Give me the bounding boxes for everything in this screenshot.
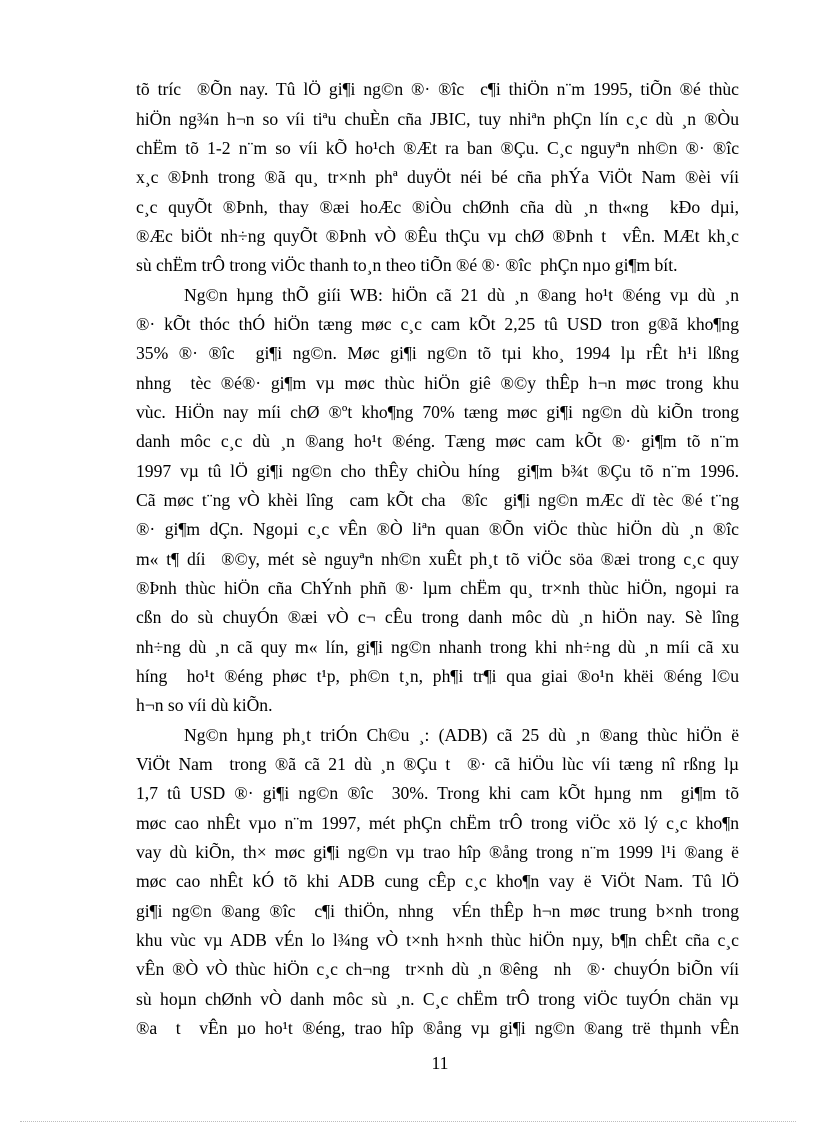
text-line: 1,7 tû USD ®· gi¶i ng©n ®îc 30%. Trong khi cam kÕt hµng nm gi¶m tõ: [136, 783, 739, 803]
text-line: ®Æc biÖt nh÷ng quyÕt ®Þnh vÒ ®Êu thÇu vµ chØ ®Þnh t vÊn. MÆt kh¸c: [136, 226, 739, 246]
text-line: ®Þnh thùc hiÖn cña ChÝnh phñ ®· lµm chËm qu¸ tr×nh thùc hiÖn, ngoµi ra: [136, 578, 739, 598]
page-bottom-divider: [20, 1121, 796, 1122]
text-line: c¸c quyÕt ®Þnh, thay ®æi hoÆc ®iÒu chØnh cña dù ¸n th«ng kÐo dµi,: [136, 197, 739, 217]
page-number: 11: [431, 1053, 449, 1073]
text-line: vay dù kiÕn, th× møc gi¶i ng©n vµ trao hîp ®ång trong n¨m 1999 l¹i ®ang ë: [136, 842, 739, 862]
text-line: x¸c ®Þnh trong ®ã qu¸ tr×nh phª duyÖt néi bé cña phÝa ViÖt Nam ®èi víi: [136, 167, 739, 187]
text-line: híng ho¹t ®éng phøc t¹p, ph©n t¸n, ph¶i tr¶i qua giai ®o¹n khëi ®éng l©u: [136, 666, 739, 686]
paragraph-first-line: Ng©n hµng ph¸t triÓn Ch©u ¸: (ADB) cã 25 dù ¸n ®ang thùc hiÖn ë: [184, 725, 739, 745]
text-line: ®a t vÊn µo ho¹t ®éng, trao hîp ®ång vµ gi¶i ng©n ®ang trë thµnh vÊn: [136, 1018, 739, 1038]
text-line: hiÖn ng¾n h¬n so víi tiªu chuÈn cña JBIC, tuy nhiªn phÇn lín c¸c dù ¸n ®Òu: [136, 109, 739, 129]
text-line: khu vùc vµ ADB vÉn lo l¾ng vÒ t×nh h×nh thùc hiÖn nµy, b¶n chÊt cña c¸c: [136, 930, 739, 950]
text-line: vùc. HiÖn nay míi chØ ®ºt kho¶ng 70% tæng møc gi¶i ng©n dù kiÕn trong: [136, 402, 739, 422]
text-line: ®· gi¶m dÇn. Ngoµi c¸c vÊn ®Ò liªn quan ®Õn viÖc thùc hiÖn dù ¸n ®îc: [136, 519, 739, 539]
text-line: ®· kÕt thóc thÓ hiÖn tæng møc c¸c cam kÕt 2,25 tû USD tron g®ã kho¶ng: [136, 314, 739, 334]
text-line: 35% ®· ®îc gi¶i ng©n. Møc gi¶i ng©n tõ tµi kho¸ 1994 lµ rÊt h¹i lßng: [136, 343, 739, 363]
text-line: chËm tõ 1-2 n¨m so víi kÕ ho¹ch ®Æt ra ban ®Çu. C¸c nguyªn nh©n ®· ®îc: [136, 138, 739, 158]
text-line: nhng tèc ®é®· gi¶m vµ møc thùc hiÖn giê ®©y thÊp h¬n møc trong khu: [136, 373, 739, 393]
text-line: møc cao nhÊt vµo n¨m 1997, mét phÇn chËm trÔ trong viÖc xö lý c¸c kho¶n: [136, 813, 739, 833]
text-line: sù hoµn chØnh vÒ danh môc sù ¸n. C¸c chËm trÔ trong viÖc tuyÓn chän vµ: [136, 989, 739, 1009]
text-line: gi¶i ng©n ®ang ®îc c¶i thiÖn, nhng vÉn thÊp h¬n møc trung b×nh trong: [136, 901, 739, 921]
text-line: h¬n so víi dù kiÕn.: [136, 695, 273, 715]
text-line: m« t¶ díi ®©y, mét sè nguyªn nh©n xuÊt ph¸t tõ viÖc söa ®æi trong c¸c quy: [136, 549, 739, 569]
text-line: ViÖt Nam trong ®ã cã 21 dù ¸n ®Çu t ®· cã hiÖu lùc víi tæng nî rßng lµ: [136, 754, 739, 774]
text-line: 1997 vµ tû lÖ gi¶i ng©n cho thÊy chiÒu híng gi¶m b¾t ®Çu tõ n¨m 1996.: [136, 461, 739, 481]
text-line: Cã møc t¨ng vÒ khèi lîng cam kÕt cha ®îc gi¶i ng©n mÆc dï tèc ®é t¨ng: [136, 490, 739, 510]
text-line: nh÷ng dù ¸n cã quy m« lín, gi¶i ng©n nhanh trong khi nh÷ng dù ¸n míi cã xu: [136, 637, 739, 657]
text-line: cßn do sù chuyÓn ®æi vÒ c¬ cÊu trong danh môc dù ¸n hiÖn nay. Sè lîng: [136, 607, 739, 627]
text-line: møc cao nhÊt kÓ tõ khi ADB cung cÊp c¸c kho¶n vay ë ViÖt Nam. Tû lÖ: [136, 871, 739, 891]
text-line: danh môc c¸c dù ¸n ®ang ho¹t ®éng. Tæng møc cam kÕt ®· gi¶m tõ n¨m: [136, 431, 739, 451]
text-line: sù chËm trÔ trong viÖc thanh to¸n theo tiÕn ®é ®· ®îc phÇn nµo gi¶m bít.: [136, 255, 678, 275]
text-line: tõ tríc ®Õn nay. Tû lÖ gi¶i ng©n ®· ®îc c¶i thiÖn n¨m 1995, tiÕn ®é thùc: [136, 79, 739, 99]
text-line: vÊn ®Ò vÒ thùc hiÖn c¸c ch¬ng tr×nh dù ¸n ®êng nh ®· chuyÓn biÕn víi: [136, 959, 739, 979]
paragraph-first-line: Ng©n hµng thÕ giíi WB: hiÖn cã 21 dù ¸n ®ang ho¹t ®éng vµ dù ¸n: [184, 285, 739, 305]
